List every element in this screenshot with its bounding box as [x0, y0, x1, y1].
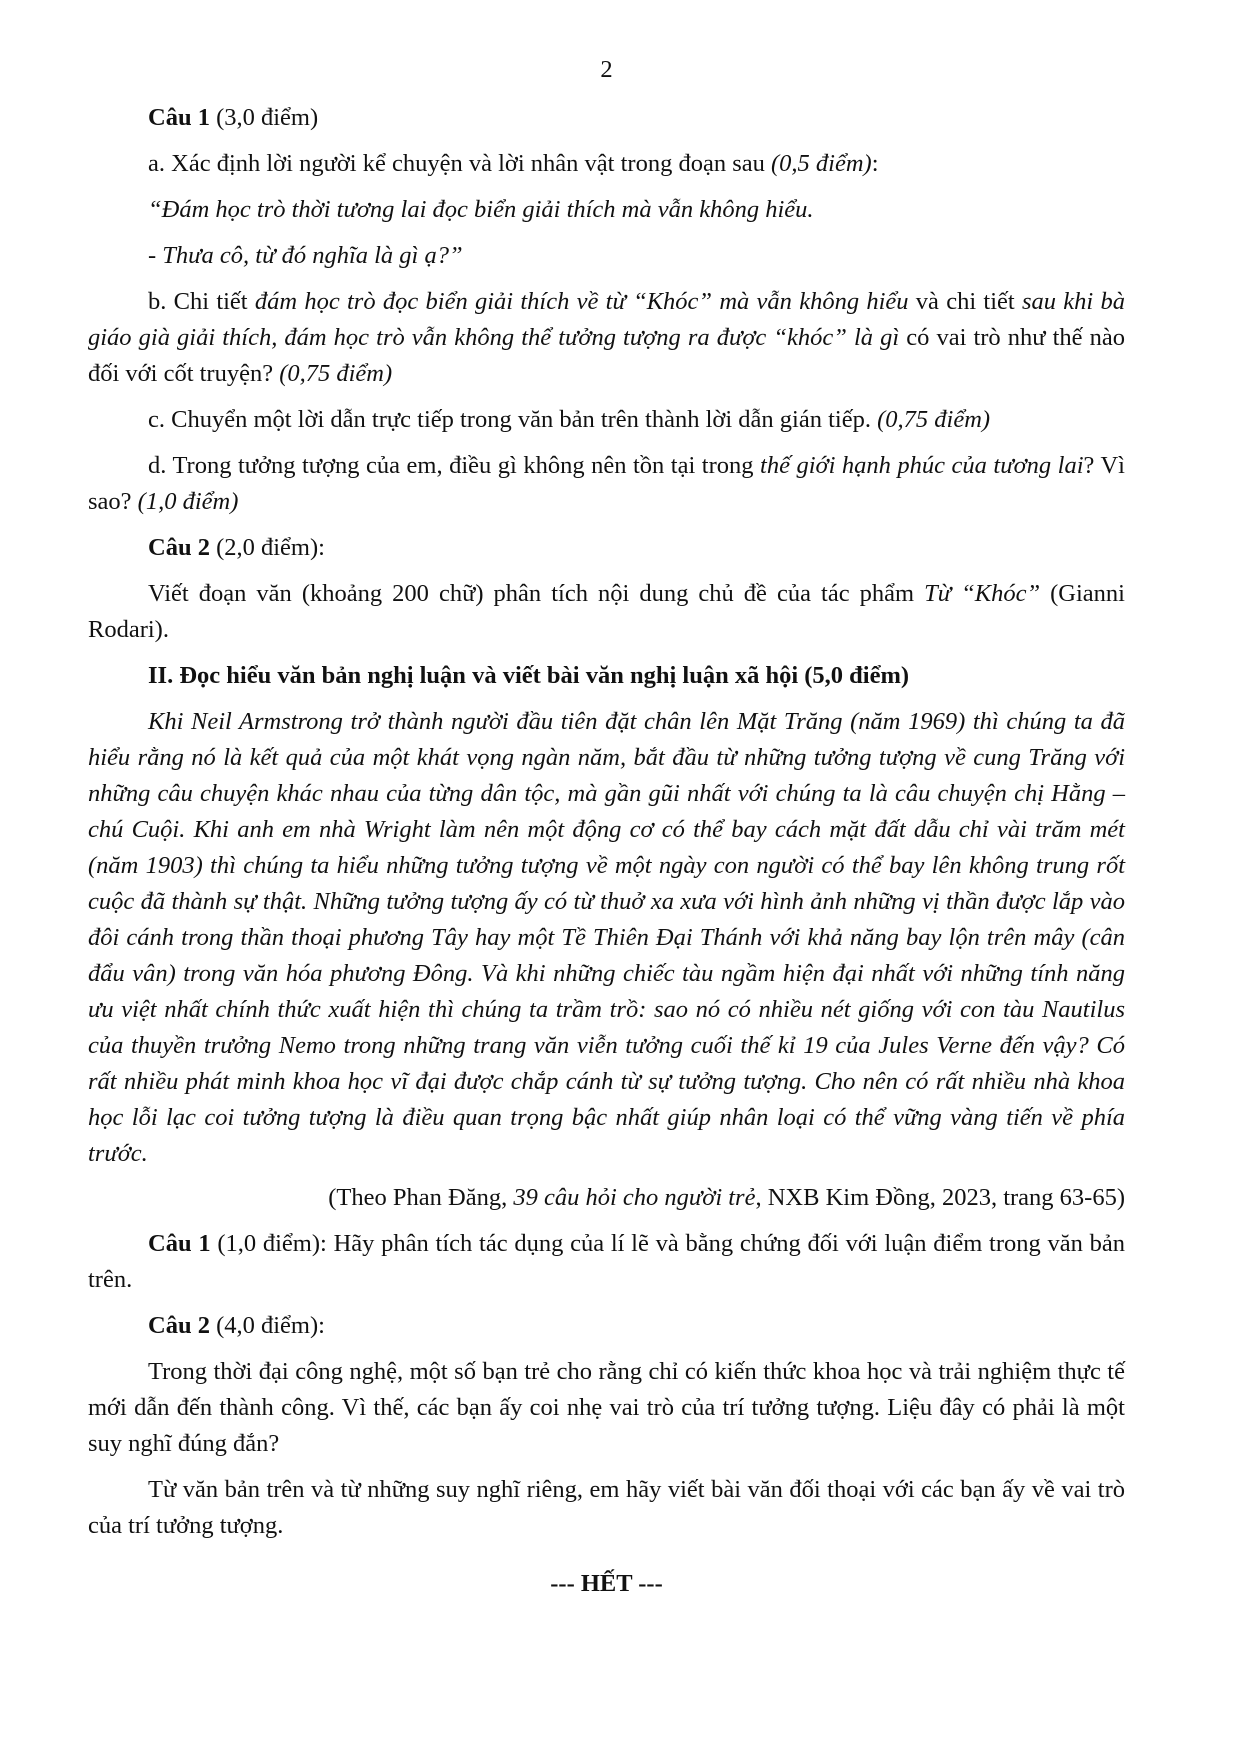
question-1b-detail-1: đám học trò đọc biển giải thích về từ “Khóc” mà vẫn không hiểu — [254, 288, 909, 315]
question-1d-prefix: d. Trong tưởng tượng của em, điều gì không nên tồn tại trong — [148, 452, 761, 479]
question-1a — [88, 146, 1125, 182]
end-marker: --- HẾT --- — [550, 1570, 663, 1597]
section-2-question-2-para-2: Từ văn bản trên và từ những suy nghĩ riêng, em hãy viết bài văn đối thoại với các bạn ấy về vai trò của trí tưởng tượng. — [88, 1476, 1125, 1539]
reading-passage-text: Khi Neil Armstrong trở thành người đầu tiên đặt chân lên Mặt Trăng (năm 1969) thì chúng ta đã hiểu rằng nó là kết quả của một khát vọng ngàn năm, bắt đầu từ những tưởng tượng về cung Trăng với những câu chuyện khác nhau của từng dân tộc, mà gần gũi nhất với chúng ta là câu chuyện chị Hằng – chú Cuội. Khi anh em nhà Wright làm nên một động cơ có thể bay cách mặt đất dẫu chỉ vài trăm mét (năm 1903) thì chúng ta hiểu những tưởng tượng về một ngày con người có thể bay lên không trung rốt cuộc đã thành sự thật. Những tưởng tượng ấy có từ thuở xa xưa với hình ảnh những vị thần được lắp vào đôi cánh trong thần thoại phương Tây hay một Tề Thiên Đại Thánh với khả năng bay lộn trên mây (cân đẩu vân) trong văn hóa phương Đông. Và khi những chiếc tàu ngầm hiện đại nhất với những tính năng ưu việt nhất chính thức xuất hiện thì chúng ta trầm trồ: sao nó có nhiều nét giống với con tàu Nautilus của thuyền trưởng Nemo trong những trang văn viễn tưởng cuối thế kỉ 19 của Jules Verne đến vậy? Có rất nhiều phát minh khoa học vĩ đại được chắp cánh từ sự tưởng tượng. Cho nên có rất nhiều nhà khoa học lỗi lạc coi tưởng tượng là điều quan trọng bậc nhất giúp nhân loại có thể vững vàng tiến về phía trước. — [88, 708, 1125, 1167]
question-1-points: (3,0 điểm) — [209, 104, 319, 131]
source-suffix: , NXB Kim Đồng, 2023, trang 63-65) — [755, 1184, 1125, 1211]
section-2-question-1-text: (1,0 điểm): Hãy phân tích tác dụng của lí lẽ và bằng chứng đối với luận điểm trong văn bản trên. — [88, 1230, 1125, 1293]
quote-line-1 — [88, 192, 1125, 228]
question-1d-phrase: thế giới hạnh phúc của tương lai — [760, 452, 1084, 479]
question-1b-prefix: b. Chi tiết — [148, 288, 255, 315]
question-1c — [88, 402, 1125, 438]
section-2-question-2-heading — [88, 1308, 1125, 1344]
passage-source — [88, 1180, 1125, 1216]
question-1a-colon: : — [871, 150, 879, 177]
question-1a-points: (0,5 điểm) — [770, 150, 872, 177]
question-1d — [88, 448, 1125, 520]
question-2-author: (Gianni Rodari). — [88, 580, 1125, 643]
section-2-question-1 — [88, 1226, 1125, 1298]
question-2-work-title: Từ “Khóc” — [924, 580, 1041, 607]
exam-page — [88, 52, 1125, 1602]
question-1c-points: (0,75 điểm) — [877, 406, 991, 433]
section-2-question-2-title: Câu 2 — [148, 1312, 210, 1339]
section-2-heading: II. Đọc hiểu văn bản nghị luận và viết bài văn nghị luận xã hội (5,0 điểm) — [148, 662, 910, 689]
section-2-question-2-points: (4,0 điểm): — [209, 1312, 325, 1339]
page-number: 2 — [600, 56, 613, 83]
question-2-title: Câu 2 — [148, 534, 210, 561]
section-2-question-1-title: Câu 1 — [148, 1230, 211, 1257]
question-1b-suffix: có vai trò như thế nào đối với cốt truyện? — [88, 324, 1125, 387]
question-1d-points: (1,0 điểm) — [137, 488, 239, 515]
question-2-points: (2,0 điểm): — [209, 534, 325, 561]
question-1d-suffix: ? Vì sao? — [88, 452, 1125, 515]
question-1c-text: c. Chuyển một lời dẫn trực tiếp trong văn bản trên thành lời dẫn gián tiếp. — [148, 406, 878, 433]
question-1b-points: (0,75 điểm) — [279, 360, 393, 387]
question-2-text: Viết đoạn văn (khoảng 200 chữ) phân tích nội dung chủ đề của tác phẩm — [148, 580, 925, 607]
question-1-title: Câu 1 — [148, 104, 210, 131]
source-book-title: 39 câu hỏi cho người trẻ — [513, 1184, 756, 1211]
quote-line-2-text: - Thưa cô, từ đó nghĩa là gì ạ?” — [148, 242, 463, 269]
question-1b — [88, 284, 1125, 392]
question-2-body — [88, 576, 1125, 648]
quote-line-1-text: “Đám học trò thời tương lai đọc biển giải thích mà vẫn không hiểu. — [148, 196, 814, 223]
reading-passage — [88, 704, 1125, 1172]
question-1-heading — [88, 100, 1125, 136]
question-1b-detail-2: sau khi bà giáo già giải thích, đám học trò vẫn không thể tưởng tượng ra được “khóc” là gì — [88, 288, 1125, 351]
question-1a-text: a. Xác định lời người kể chuyện và lời nhân vật trong đoạn sau — [148, 150, 771, 177]
question-2-heading — [88, 530, 1125, 566]
section-2-question-2-para-1: Trong thời đại công nghệ, một số bạn trẻ cho rằng chỉ có kiến thức khoa học và trải nghiệm thực tế mới dẫn đến thành công. Vì thế, các bạn ấy coi nhẹ vai trò của trí tưởng tượng. Liệu đây có phải là một suy nghĩ đúng đắn? — [88, 1358, 1125, 1457]
question-1b-mid: và chi tiết — [908, 288, 1022, 315]
source-prefix: (Theo Phan Đăng, — [328, 1184, 514, 1211]
quote-line-2 — [88, 238, 1125, 274]
